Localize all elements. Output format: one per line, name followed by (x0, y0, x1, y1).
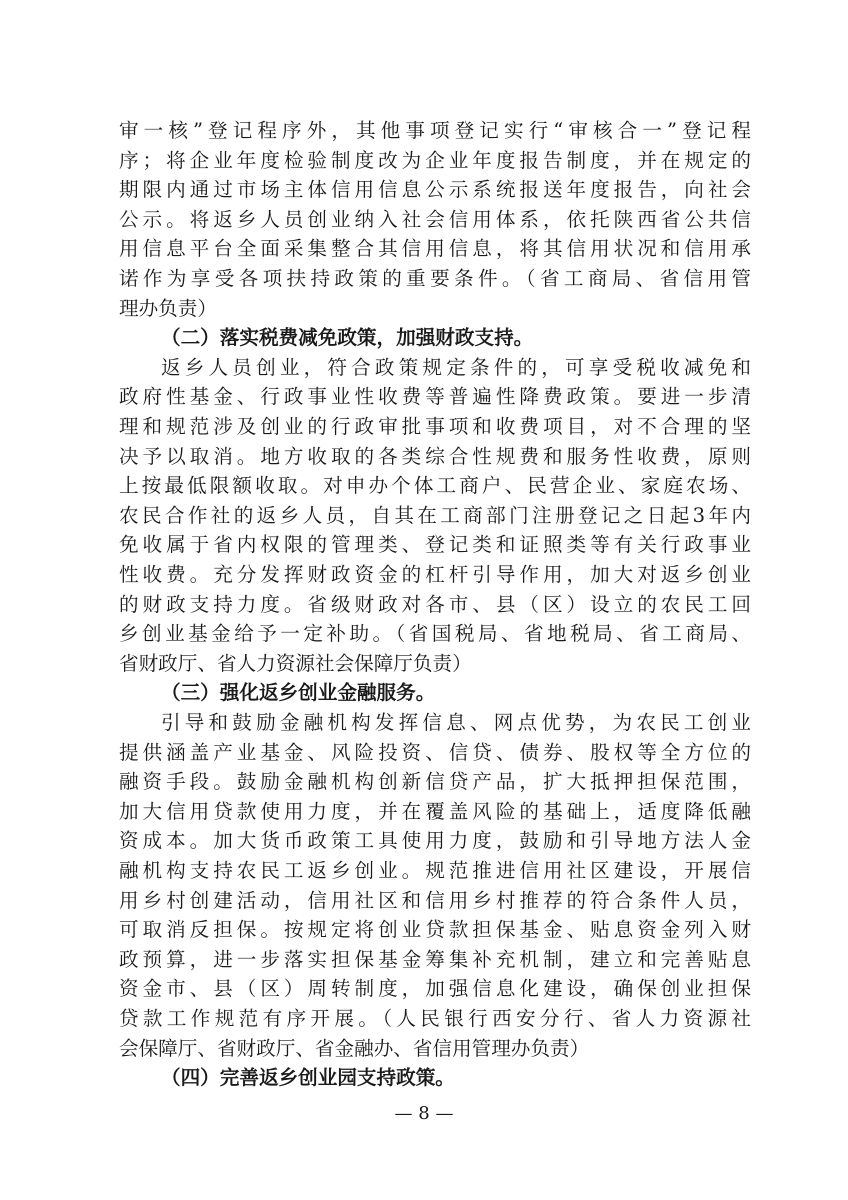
body-text-line: 加大信用贷款使用力度，并在覆盖风险的基础上，适度降低融 (119, 799, 751, 823)
section-heading: （四）完善返乡创业园支持政策。 (161, 1066, 455, 1090)
body-text-line: 可取消反担保。按规定将创业贷款担保基金、贴息资金列入财 (119, 918, 751, 942)
body-text-line: 决予以取消。地方收取的各类综合性规费和服务性收费，原则 (119, 444, 751, 468)
body-text-line: 公示。将返乡人员创业纳入社会信用体系，依托陕西省公共信 (119, 207, 751, 231)
body-text-line: 诺作为享受各项扶持政策的重要条件。（省工商局、省信用管 (119, 267, 751, 290)
body-text-line: 引导和鼓励金融机构发挥信息、网点优势，为农民工创业 (161, 711, 751, 734)
body-text-line: 提供涵盖产业基金、风险投资、信贷、债券、股权等全方位的 (119, 740, 751, 764)
body-text-line: 贷款工作规范有序开展。（人民银行西安分行、省人力资源社 (119, 1007, 751, 1030)
body-text-line: 上按最低限额收取。对申办个体工商户、民营企业、家庭农场、 (119, 474, 751, 498)
body-text-line: 政预算，进一步落实担保基金筹集补充机制，建立和完善贴息 (119, 947, 751, 971)
body-text-line: 融机构支持农民工返乡创业。规范推进信用社区建设，开展信 (119, 859, 751, 882)
body-text-line: 性收费。充分发挥财政资金的杠杆引导作用，加大对返乡创业 (119, 563, 751, 586)
body-text-line: 审一核”登记程序外，其他事项登记实行“审核合一”登记程 (119, 119, 751, 142)
body-text-line: 省财政厅、省人力资源社会保障厅负责） (119, 651, 472, 675)
body-text-line: 理办负责） (119, 296, 217, 320)
body-text-line: 返乡人员创业，符合政策规定条件的，可享受税收减免和 (161, 355, 751, 379)
body-text-line: 乡创业基金给予一定补助。（省国税局、省地税局、省工商局、 (119, 622, 751, 646)
section-heading: （三）强化返乡创业金融服务。 (161, 681, 436, 705)
body-text-line: 免收属于省内权限的管理类、登记类和证照类等有关行政事业 (119, 533, 751, 557)
body-text-line: 融资手段。鼓励金融机构创新信贷产品，扩大抵押担保范围， (119, 770, 751, 794)
body-text-line: 序；将企业年度检验制度改为企业年度报告制度，并在规定的 (119, 148, 751, 172)
body-text-line: 资成本。加大货币政策工具使用力度，鼓励和引导地方法人金 (119, 829, 751, 853)
body-text-line: 用乡村创建活动，信用社区和信用乡村推荐的符合条件人员， (119, 888, 751, 912)
body-text-line: 资金市、县（区）周转制度，加强信息化建设，确保创业担保 (119, 977, 751, 1001)
page-number: — 8 — (394, 1102, 454, 1124)
body-text-line: 期限内通过市场主体信用信息公示系统报送年度报告，向社会 (119, 178, 751, 202)
section-heading: （二）落实税费减免政策，加强财政支持。 (161, 326, 534, 350)
body-text-line: 政府性基金、行政事业性收费等普遍性降费政策。要进一步清 (119, 385, 751, 409)
body-text-line: 理和规范涉及创业的行政审批事项和收费项目，对不合理的坚 (119, 415, 751, 438)
body-text-line: 的财政支持力度。省级财政对各市、县（区）设立的农民工回 (119, 592, 751, 616)
body-text-line: 会保障厅、省财政厅、省金融办、省信用管理办负责） (119, 1036, 590, 1060)
body-text-line: 农民合作社的返乡人员，自其在工商部门注册登记之日起3年内 (119, 503, 751, 527)
body-text-line: 用信息平台全面采集整合其信用信息，将其信用状况和信用承 (119, 237, 751, 261)
